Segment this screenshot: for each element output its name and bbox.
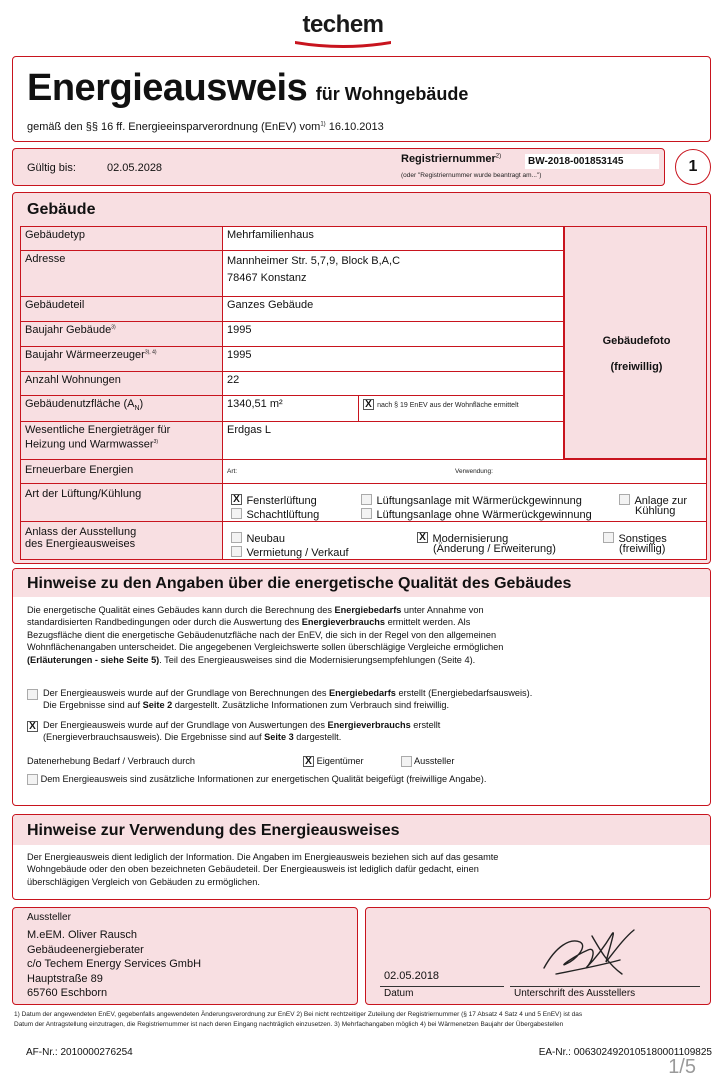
reg-label	[401, 153, 501, 165]
validity-box	[12, 148, 665, 186]
page-title	[27, 67, 468, 110]
eigentuemer-checkbox[interactable]: X	[303, 756, 314, 767]
option-verbrauch	[27, 719, 703, 744]
adresse-line1: Mannheimer Str. 5,7,9, Block B,A,C	[227, 255, 401, 267]
row-lueftung	[20, 484, 707, 522]
fenster-checkbox[interactable]: X	[231, 494, 242, 505]
building-title: Gebäude	[27, 201, 96, 218]
validity-label: Gültig bis:	[27, 162, 76, 174]
opt-ohne-wrg	[361, 505, 592, 523]
nutzflaeche-checkbox[interactable]: X	[363, 399, 374, 410]
nutzflaeche-label	[21, 396, 223, 422]
kuehlung-label-2: Kühlung	[635, 505, 676, 517]
reg-label-text: Registriernummer	[401, 153, 496, 165]
p1i: (Erläuterungen - siehe Seite 5)	[27, 654, 160, 665]
reg-note: (oder "Registriernummer wurde beantragt am...")	[401, 172, 542, 179]
p1e: Energieverbrauchs	[301, 617, 386, 628]
vermietung-checkbox[interactable]	[231, 546, 242, 557]
bedarf-line1	[43, 687, 703, 699]
waermeerzeuger-label-text: Baujahr Wärmeerzeuger	[25, 349, 145, 361]
schacht-label: Schachtlüftung	[246, 509, 320, 521]
p1j: . Teil des Energieausweises sind die Modernisierungsempfehlungen (Seite 4).	[159, 654, 476, 665]
aussteller-line4: Hauptstraße 89	[27, 972, 103, 985]
techem-logo	[288, 12, 398, 50]
adresse-line2: 78467 Konstanz	[227, 272, 307, 284]
mit-wrg-label: Lüftungsanlage mit Wärmerückgewinnung	[376, 495, 582, 507]
photo-label-2: (freiwillig)	[610, 361, 663, 373]
verwendung-text	[27, 851, 703, 888]
o1a: Der Energieausweis wurde auf der Grundlage von Berechnungen des	[43, 688, 330, 698]
p1d: standardisierten Randbedingungen oder durch die Auswertung des	[27, 617, 302, 628]
hinweise-title: Hinweise zu den Angaben über die energetische Qualität des Gebäudes	[27, 575, 572, 592]
option-bedarf	[27, 687, 703, 712]
o1e: Seite 2	[142, 700, 173, 711]
verbrauch-text	[43, 719, 703, 744]
o1b: Energiebedarfs	[329, 688, 396, 698]
sonstiges-label-2: (freiwillig)	[619, 543, 666, 555]
verbrauch-line2	[43, 731, 703, 743]
row-anlass	[20, 522, 707, 560]
logo-text: techem	[302, 11, 384, 38]
neubau-label: Neubau	[246, 533, 285, 545]
af-number: AF-Nr.: 2010000276254	[26, 1047, 133, 1058]
modernisierung-label: Modernisierung	[432, 533, 509, 545]
photo-area	[564, 226, 707, 459]
aussteller-box	[12, 907, 358, 1005]
building-table	[20, 226, 564, 460]
aussteller-line5: 65760 Eschborn	[27, 987, 108, 999]
footnotes	[14, 1010, 714, 1029]
energietraeger-label-1: Wesentliche Energieträger für	[25, 424, 171, 436]
reg-sup: 2)	[495, 153, 502, 160]
anlass-label-2: des Energieausweises	[25, 538, 136, 550]
signature-box	[365, 907, 711, 1005]
p1-line1	[27, 604, 703, 616]
row-baujahr	[21, 322, 564, 347]
aussteller-line2: Gebäudeenergieberater	[27, 943, 144, 956]
zusatz-checkbox[interactable]	[27, 774, 38, 785]
subtitle	[27, 121, 384, 133]
aussteller-line3: c/o Techem Energy Services GmbH	[27, 958, 202, 970]
energietraeger-label	[21, 422, 223, 460]
zusatz-label: Dem Energieausweis sind zusätzliche Informationen zur energetischen Qualität beigefügt (freiwillige Angabe).	[40, 774, 487, 784]
bedarf-line2	[43, 699, 703, 711]
bedarf-text	[43, 687, 703, 712]
verwendung-section	[12, 814, 711, 900]
vermietung-label: Vermietung / Verkauf	[246, 547, 349, 559]
energietraeger-value: Erdgas L	[223, 422, 564, 460]
nutzflaeche-check-cell	[359, 396, 564, 422]
erneuerbar-art: Art:	[227, 468, 238, 475]
verwendung-title: Hinweise zur Verwendung des Energieausweises	[27, 822, 400, 839]
verbrauch-line1	[43, 719, 703, 731]
nutzflaeche-close: )	[139, 398, 144, 410]
page-indicator: 1/5	[668, 1056, 696, 1078]
energietraeger-sup: 3)	[153, 439, 159, 445]
date-line	[380, 986, 504, 987]
ohne-wrg-checkbox[interactable]	[361, 508, 372, 519]
neubau-checkbox[interactable]	[231, 532, 242, 543]
o1c: erstellt (Energiebedarfsausweis).	[395, 688, 533, 698]
footnote-line1: 1) Datum der angewendeten EnEV, gegebenfalls angewendeten Änderungsverordnung zur EnEV 2) Bei nicht rechtzeitiger Zuteilung der Registriernummer (§ 17 Absatz 4 Satz 4 und 5 EnEV) ist das	[14, 1011, 583, 1018]
row-adresse	[21, 251, 564, 297]
o2f: dargestellt.	[293, 732, 342, 743]
reg-value: BW-2018-001853145	[525, 154, 659, 169]
erneuerbar-verwendung: Verwendung:	[455, 468, 493, 475]
verwendung-line3: überschlägigen Vergleich von Gebäuden zu ermöglichen.	[27, 876, 260, 887]
verwendung-line2: Wohngebäude oder den oben bezeichneten Gebäudeteil. Der Energieausweis ist lediglich dafür gedacht, einen	[27, 864, 479, 875]
signature-line	[510, 986, 700, 987]
bedarf-checkbox[interactable]	[27, 689, 38, 700]
energietraeger-label-2: Heizung und Warmwasser	[25, 438, 154, 451]
anlass-label	[21, 522, 223, 559]
modernisierung-checkbox[interactable]: X	[417, 532, 428, 543]
aussteller-label: Aussteller	[27, 912, 71, 923]
signature-date: 02.05.2018	[384, 970, 440, 982]
hinweise-section	[12, 568, 711, 806]
sonstiges-checkbox[interactable]	[603, 532, 614, 543]
p1f: ermittelt werden. Als	[385, 617, 471, 628]
aussteller-opt-label: Aussteller	[414, 756, 455, 766]
row-nutzflaeche	[21, 396, 564, 422]
logo-swoosh-icon	[293, 39, 393, 49]
p1c: unter Annahme von	[401, 605, 484, 615]
opt-eigentuemer	[303, 755, 364, 767]
nutzflaeche-label-text: Gebäudenutzfläche (A	[25, 398, 135, 410]
baujahr-label	[21, 322, 223, 347]
nutzflaeche-note: nach § 19 EnEV aus der Wohnfläche ermittelt	[377, 402, 519, 409]
row-wohnungen	[21, 372, 564, 396]
opt-zusatz	[27, 773, 486, 785]
o2a: Der Energieausweis wurde auf der Grundlage von Auswertungen des	[43, 720, 328, 730]
anlass-label-1: Anlass der Ausstellung	[25, 526, 137, 538]
page-number-circle	[675, 149, 711, 185]
sonstiges-label: Sonstiges	[618, 533, 667, 545]
kuehlung-checkbox[interactable]	[619, 494, 630, 505]
row-waermeerzeuger	[21, 347, 564, 372]
kuehlung-label-1: Anlage zur	[634, 495, 688, 507]
row-gebaeudetyp	[21, 227, 564, 251]
adresse-value	[223, 251, 564, 297]
row-gebaeudeteil	[21, 297, 564, 322]
p1b: Energiebedarfs	[334, 605, 402, 615]
header-box	[12, 56, 711, 142]
gebaeudeteil-label: Gebäudeteil	[21, 297, 223, 322]
adresse-label: Adresse	[21, 251, 223, 297]
wohnungen-value: 22	[223, 372, 564, 396]
row-energietraeger	[21, 422, 564, 460]
o2d: (Energieverbrauchsausweis). Die Ergebnisse sind auf	[43, 732, 265, 743]
unterschrift-label: Unterschrift des Ausstellers	[514, 988, 636, 999]
opt-aussteller	[401, 755, 454, 767]
title-sub: für Wohngebäude	[315, 84, 469, 104]
datum-label: Datum	[384, 988, 414, 999]
opt-vermietung	[231, 543, 349, 561]
verbrauch-checkbox[interactable]: X	[27, 721, 38, 732]
verwendung-header	[13, 815, 710, 845]
subtitle-sup: 1)	[320, 121, 326, 128]
schacht-checkbox[interactable]	[231, 508, 242, 519]
fenster-label: Fensterlüftung	[246, 495, 317, 507]
subtitle-text: gemäß den §§ 16 ff. Energieeinsparverordnung (EnEV) vom	[27, 121, 321, 133]
mit-wrg-checkbox[interactable]	[361, 494, 372, 505]
validity-date: 02.05.2028	[107, 162, 163, 174]
subtitle-date: 16.10.2013	[328, 121, 384, 133]
verwendung-line1: Der Energieausweis dient lediglich der Information. Die Angaben im Energieausweis beziehen sich auf das gesamte	[27, 852, 499, 862]
p1-line5	[27, 654, 703, 666]
waermeerzeuger-label	[21, 347, 223, 372]
photo-label-1: Gebäudefoto	[602, 335, 671, 347]
signature-icon	[536, 916, 646, 982]
baujahr-label-text: Baujahr Gebäude	[25, 324, 112, 336]
p1a: Die energetische Qualität eines Gebäudes kann durch die Berechnung des	[27, 605, 335, 615]
o1f: dargestellt. Zusätzliche Informationen zum Verbrauch sind freiwillig.	[172, 700, 449, 711]
nutzflaeche-value: 1340,51 m²	[223, 396, 359, 422]
opt-schacht	[231, 505, 319, 523]
aussteller-address	[27, 928, 201, 1001]
o1d: Die Ergebnisse sind auf	[43, 700, 143, 711]
erneuerbar-label: Erneuerbare Energien	[21, 460, 223, 483]
eigentuemer-label: Eigentümer	[316, 756, 364, 766]
o2b: Energieverbrauchs	[327, 720, 411, 730]
waermeerzeuger-sup: 3), 4)	[144, 349, 157, 356]
footnote-line2: Datum der Antragstellung einzutragen, die Registriernummer ist nach deren Eingang nachträglich einzusetzen. 3) Mehrfachangaben möglich 4) bei Wärmenetzen Baujahr der Übergabestellen	[14, 1020, 564, 1028]
aussteller-line1: M.eEM. Oliver Rausch	[27, 929, 138, 941]
baujahr-value: 1995	[223, 322, 564, 347]
row-erneuerbar	[20, 459, 707, 484]
gebaeudeteil-value: Ganzes Gebäude	[223, 297, 564, 322]
p1-line4: Wohnflächenangaben unterscheidet. Die angegebenen Vergleichswerte sollen überschlägige Vergleiche ermöglichen	[27, 642, 504, 653]
o2c: erstellt	[410, 720, 441, 730]
ea-number: EA-Nr.: 0063024920105180001109825	[538, 1047, 712, 1058]
hinweise-paragraph	[27, 604, 703, 666]
datenerhebung-label: Datenerhebung Bedarf / Verbrauch durch	[27, 756, 196, 766]
wohnungen-label: Anzahl Wohnungen	[21, 372, 223, 396]
p1-line2	[27, 616, 703, 628]
page-number: 1	[688, 158, 698, 175]
p1-line3: Bezugsfläche dient die energetische Gebäudenutzfläche nach der EnEV, die sich in der Regel von den allgemeinen	[27, 629, 497, 640]
o2e: Seite 3	[264, 732, 294, 743]
hinweise-header	[13, 569, 710, 597]
lueftung-label: Art der Lüftung/Kühlung	[21, 484, 223, 521]
modernisierung-label-2: (Änderung / Erweiterung)	[433, 543, 556, 555]
gebaeudetyp-label: Gebäudetyp	[21, 227, 223, 251]
aussteller-checkbox[interactable]	[401, 756, 412, 767]
title-main: Energieausweis	[27, 67, 308, 109]
waermeerzeuger-value: 1995	[223, 347, 564, 372]
gebaeudetyp-value: Mehrfamilienhaus	[223, 227, 564, 251]
baujahr-sup: 3)	[111, 324, 116, 331]
energietraeger-label-2-wrap	[25, 436, 218, 451]
nutzflaeche-sub: N	[134, 405, 140, 413]
ohne-wrg-label: Lüftungsanlage ohne Wärmerückgewinnung	[376, 509, 592, 521]
